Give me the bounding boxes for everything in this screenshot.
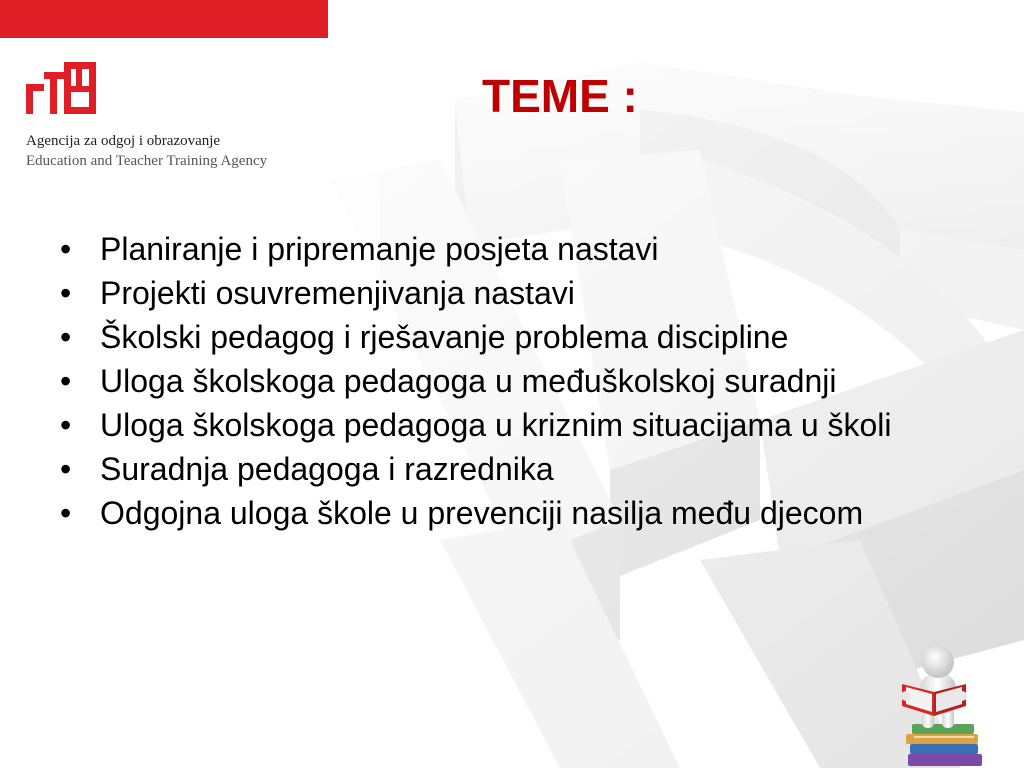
slide-title: TEME : [482,70,638,122]
bullet-marker: • [60,363,72,399]
bullet-marker: • [60,319,72,355]
topic-item [60,364,980,399]
topic-item [60,452,980,487]
topic-item [60,408,980,443]
bullet-marker: • [60,451,72,487]
agency-name-croatian: Agencija za odgoj i obrazovanje [26,133,221,149]
topic-item [60,320,980,355]
topic-text: Planiranje i pripremanje posjeta nastavi [100,231,659,267]
topic-text: Suradnja pedagoga i razrednika [100,451,554,487]
topic-text: Projekti osuvremenjivanja nastavi [100,275,575,311]
topic-text: Školski pedagog i rješavanje problema discipline [100,319,789,355]
agency-logo-icon [24,58,102,118]
person-reading-book-icon [876,640,1016,768]
bullet-marker: • [60,495,72,531]
topic-list [60,232,980,540]
bullet-marker: • [60,407,72,443]
brand-top-bar [0,0,328,38]
bullet-marker: • [60,231,72,267]
topic-item [60,276,980,311]
agency-name-english: Education and Teacher Training Agency [26,153,268,169]
topic-item [60,232,980,267]
bullet-marker: • [60,275,72,311]
topic-text: Odgojna uloga škole u prevenciji nasilja među djecom [100,495,864,531]
topic-item [60,496,980,531]
topic-text: Uloga školskoga pedagoga u međuškolskoj suradnji [100,363,837,399]
topic-text: Uloga školskoga pedagoga u kriznim situacijama u školi [100,407,892,443]
